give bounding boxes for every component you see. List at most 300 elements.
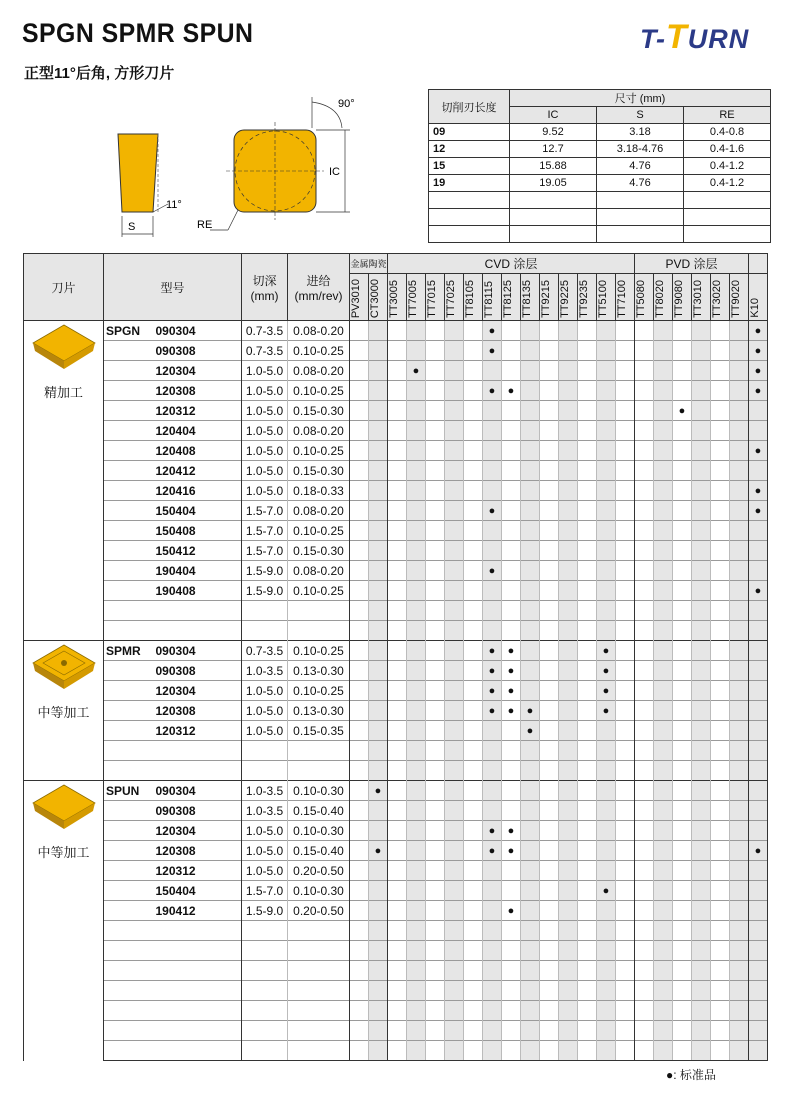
grade-cell [388,661,407,681]
angle-90-label: 90° [338,98,355,110]
grade-cell [483,1001,502,1021]
grade-cell [540,461,559,481]
grade-cell [692,541,711,561]
grade-cell [464,481,483,501]
grade-cell [407,441,426,461]
model-code: 120416 [154,481,242,501]
grade-cell [369,821,388,841]
grade-label: TT9235 [578,280,590,318]
grade-cell [426,841,445,861]
product-row [24,781,768,801]
type-cell [104,381,154,401]
grade-cell [616,421,635,441]
grade-cell [597,461,616,481]
grade-cell [616,561,635,581]
dims-s-header: S [597,107,684,124]
grade-label: TT5100 [597,280,609,318]
grade-cell [350,521,369,541]
model-code [154,981,242,1001]
feed-value: 0.08-0.20 [288,501,350,521]
type-cell [104,701,154,721]
grade-cell [445,461,464,481]
depth-value: 1.0-5.0 [242,461,288,481]
model-code: 190408 [154,581,242,601]
grade-cell [730,721,749,741]
grade-cell [540,1021,559,1041]
grade-cell [616,961,635,981]
grade-cell [597,861,616,881]
standard-mark: ● [602,704,610,717]
empty-row [24,981,768,1001]
grade-cell [692,341,711,361]
grade-cell [597,921,616,941]
insert-icon [29,321,99,373]
grade-cell [597,341,616,361]
dims-ic-header: IC [510,107,597,124]
grade-cell [464,901,483,921]
feed-value: 0.10-0.30 [288,881,350,901]
grade-cell [521,921,540,941]
grade-cell [654,861,673,881]
grade-cell [654,421,673,441]
grade-cell [540,941,559,961]
grade-cell [369,681,388,701]
grade-cell [464,441,483,461]
grade-cell [559,441,578,461]
grade-cell [635,361,654,381]
feed-value: 0.20-0.50 [288,901,350,921]
grade-cell [654,561,673,581]
grade-cell [407,741,426,761]
grade-cell [730,1001,749,1021]
grade-cell [597,481,616,501]
dims-cell: 12.7 [510,141,597,158]
grade-cell [521,801,540,821]
model-code: 190412 [154,901,242,921]
grade-cell [559,901,578,921]
grade-cell [635,701,654,721]
grade-cell [578,341,597,361]
grade-cell [749,741,768,761]
grade-cell [369,641,388,661]
type-cell [104,581,154,601]
grade-cell [540,541,559,561]
grade-cell [654,361,673,381]
grade-cell [692,521,711,541]
grade-cell [502,641,521,661]
grade-cell [673,961,692,981]
grade-cell [616,841,635,861]
k10-group-header [749,254,768,274]
standard-mark: ● [507,384,515,397]
grade-cell [559,581,578,601]
standard-mark: ● [507,684,515,697]
grade-cell [502,681,521,701]
grade-cell [730,841,749,861]
dims-row [429,158,771,175]
grade-cell [654,541,673,561]
side-view-insert [118,134,158,212]
type-cell [104,561,154,581]
grade-cell [692,461,711,481]
depth-value: 1.0-5.0 [242,401,288,421]
logo-suffix: URN [687,24,750,54]
page-title: SPGN SPMR SPUN [22,18,254,48]
grade-cell [521,741,540,761]
grade-cell [521,481,540,501]
logo-big-letter: T [666,18,688,56]
grade-cell [388,521,407,541]
grade-cell [426,341,445,361]
grade-cell [350,661,369,681]
grade-cell [654,601,673,621]
feed-value: 0.15-0.40 [288,801,350,821]
type-cell [104,461,154,481]
grade-cell [407,661,426,681]
grade-cell [711,1001,730,1021]
grade-cell [578,1041,597,1061]
grade-cell [749,641,768,661]
grade-label: TT9215 [540,280,552,318]
grade-cell [673,521,692,541]
grade-cell [502,581,521,601]
grade-cell [692,941,711,961]
grade-cell [445,501,464,521]
model-code: 120308 [154,701,242,721]
grade-cell [407,461,426,481]
depth-value: 1.0-3.5 [242,801,288,821]
grade-cell [407,981,426,1001]
grade-cell [616,681,635,701]
grade-cell [730,361,749,381]
grade-cell [673,641,692,661]
empty-row [24,941,768,961]
grade-cell [635,801,654,821]
grade-cell [350,401,369,421]
depth-value: 1.5-7.0 [242,881,288,901]
grade-cell [749,901,768,921]
grade-cell [597,321,616,341]
grade-cell [540,681,559,701]
grade-cell [730,921,749,941]
grade-cell [635,961,654,981]
grade-cell [711,541,730,561]
grade-cell [540,1041,559,1061]
grade-cell [483,321,502,341]
grade-cell [407,841,426,861]
grade-cell [673,881,692,901]
grade-cell [369,661,388,681]
standard-mark: ● [507,844,515,857]
product-row [24,481,768,501]
grade-cell [673,701,692,721]
depth-value: 1.5-9.0 [242,581,288,601]
grade-cell [483,941,502,961]
grade-cell [483,641,502,661]
type-cell [104,1021,154,1041]
grade-cell [445,561,464,581]
grade-cell [350,781,369,801]
feed-value [288,961,350,981]
standard-mark: ● [488,684,496,697]
grade-cell [730,861,749,881]
dims-cell: 09 [429,124,510,141]
grade-cell [654,981,673,1001]
grade-cell [502,701,521,721]
grade-cell [464,821,483,841]
standard-mark: ● [488,664,496,677]
grade-cell [445,941,464,961]
grade-cell [692,561,711,581]
grade-cell [578,581,597,601]
grade-label: TT5080 [635,280,647,318]
grade-cell [597,901,616,921]
model-code: 150412 [154,541,242,561]
grade-cell [483,561,502,581]
depth-value [242,1041,288,1061]
grade-header [483,274,502,321]
grade-cell [426,1001,445,1021]
grade-label: TT9020 [730,280,742,318]
grade-cell [369,581,388,601]
grade-cell [483,781,502,801]
grade-cell [559,801,578,821]
grade-cell [673,921,692,941]
insert-column-header: 刀片 [24,254,104,321]
standard-mark: ● [488,504,496,517]
grade-cell [673,421,692,441]
grade-cell [654,961,673,981]
grade-cell [407,521,426,541]
grade-cell [350,641,369,661]
grade-cell [369,1021,388,1041]
grade-cell [369,881,388,901]
grade-cell [730,961,749,981]
grade-cell [445,341,464,361]
grade-cell [749,621,768,641]
grade-cell [559,841,578,861]
product-row [24,861,768,881]
grade-cell [635,781,654,801]
grade-cell [388,601,407,621]
grade-label: TT8020 [654,280,666,318]
grade-cell [711,421,730,441]
grade-cell [445,961,464,981]
type-cell: SPUN [104,781,154,801]
grade-cell [749,761,768,781]
grade-cell [464,801,483,821]
grade-cell [559,741,578,761]
grade-cell [350,621,369,641]
depth-value: 1.5-7.0 [242,521,288,541]
grade-cell [540,761,559,781]
grade-cell [616,821,635,841]
type-cell [104,681,154,701]
empty-row [24,741,768,761]
grade-cell [483,701,502,721]
grade-cell [502,421,521,441]
grade-label: TT7100 [616,280,628,318]
grade-cell [559,961,578,981]
grade-cell [464,321,483,341]
feed-value [288,921,350,941]
grade-cell [388,381,407,401]
grade-cell [483,461,502,481]
grade-cell [578,881,597,901]
feed-column-header: 进给 (mm/rev) [288,254,350,321]
grade-cell [464,581,483,601]
grade-cell [616,541,635,561]
model-code: 120408 [154,441,242,461]
grade-cell [426,1021,445,1041]
type-cell: SPGN [104,321,154,341]
grade-cell [654,661,673,681]
grade-cell [483,621,502,641]
grade-cell [369,1001,388,1021]
grade-cell [616,781,635,801]
grade-cell [635,761,654,781]
grade-cell [578,1001,597,1021]
grade-cell [521,381,540,401]
grade-cell [426,701,445,721]
grade-cell [711,321,730,341]
grade-cell [597,501,616,521]
grade-cell [635,681,654,701]
depth-value [242,981,288,1001]
standard-mark: ● [374,844,382,857]
grade-cell [635,841,654,861]
grade-cell [692,821,711,841]
dims-cell: 3.18-4.76 [597,141,684,158]
grade-cell [597,941,616,961]
grade-cell [654,481,673,501]
grade-cell [749,501,768,521]
grade-cell [483,981,502,1001]
grade-cell [597,701,616,721]
grade-header [407,274,426,321]
grade-header [654,274,673,321]
product-row [24,881,768,901]
feed-value: 0.13-0.30 [288,661,350,681]
grade-cell [350,581,369,601]
angle-11-label: 11° [166,199,182,211]
dims-re-header: RE [684,107,771,124]
grade-cell [502,761,521,781]
grade-cell [388,321,407,341]
grade-cell [350,561,369,581]
grade-cell [654,1041,673,1061]
grade-cell [597,621,616,641]
dims-cell: 12 [429,141,510,158]
grade-cell [559,501,578,521]
grade-cell [407,321,426,341]
grade-cell [521,1001,540,1021]
grade-cell [654,1001,673,1021]
dims-group-header: 尺寸 (mm) [510,90,771,107]
grade-cell [350,481,369,501]
standard-mark: ● [754,384,762,397]
grade-cell [692,861,711,881]
grade-cell [483,801,502,821]
grade-header [388,274,407,321]
grade-cell [540,841,559,861]
feed-value: 0.08-0.20 [288,561,350,581]
dims-cell [510,209,597,226]
grade-cell [730,341,749,361]
feed-value [288,601,350,621]
grade-cell [597,761,616,781]
grade-cell [350,701,369,721]
grade-cell [711,981,730,1001]
grade-cell [578,461,597,481]
grade-cell [350,921,369,941]
grade-cell [730,981,749,1001]
type-cell [104,881,154,901]
grade-cell [464,981,483,1001]
standard-mark: ● [754,344,762,357]
grade-cell [407,341,426,361]
grade-cell [521,721,540,741]
grade-cell [635,321,654,341]
dims-cell [597,226,684,243]
grade-cell [350,461,369,481]
grade-cell [654,681,673,701]
grade-cell [654,461,673,481]
grade-header [350,274,369,321]
grade-cell [388,981,407,1001]
grade-cell [445,1001,464,1021]
grade-cell [521,641,540,661]
grade-cell [616,741,635,761]
grade-cell [616,941,635,961]
grade-cell [654,701,673,721]
type-cell [104,521,154,541]
depth-value: 1.0-5.0 [242,361,288,381]
depth-value [242,761,288,781]
grade-cell [730,701,749,721]
grade-cell [692,421,711,441]
grade-cell [426,381,445,401]
grade-cell [616,1001,635,1021]
grade-cell [521,941,540,961]
grade-cell [388,1001,407,1021]
grade-cell [749,1041,768,1061]
grade-cell [730,401,749,421]
grade-cell [502,381,521,401]
type-cell: SPMR [104,641,154,661]
grade-cell [388,941,407,961]
grade-cell [578,721,597,741]
grade-cell [711,681,730,701]
grade-cell [711,721,730,741]
grade-cell [540,921,559,941]
grade-cell [635,861,654,881]
grade-cell [521,901,540,921]
grade-cell [597,821,616,841]
grade-cell [578,521,597,541]
grade-cell [369,801,388,821]
grade-cell [749,801,768,821]
grade-cell [407,941,426,961]
grade-cell [578,981,597,1001]
grade-cell [502,901,521,921]
grade-cell [407,641,426,661]
grade-cell [616,461,635,481]
grade-cell [540,481,559,501]
grade-cell [578,441,597,461]
grade-cell [502,621,521,641]
grade-cell [616,581,635,601]
